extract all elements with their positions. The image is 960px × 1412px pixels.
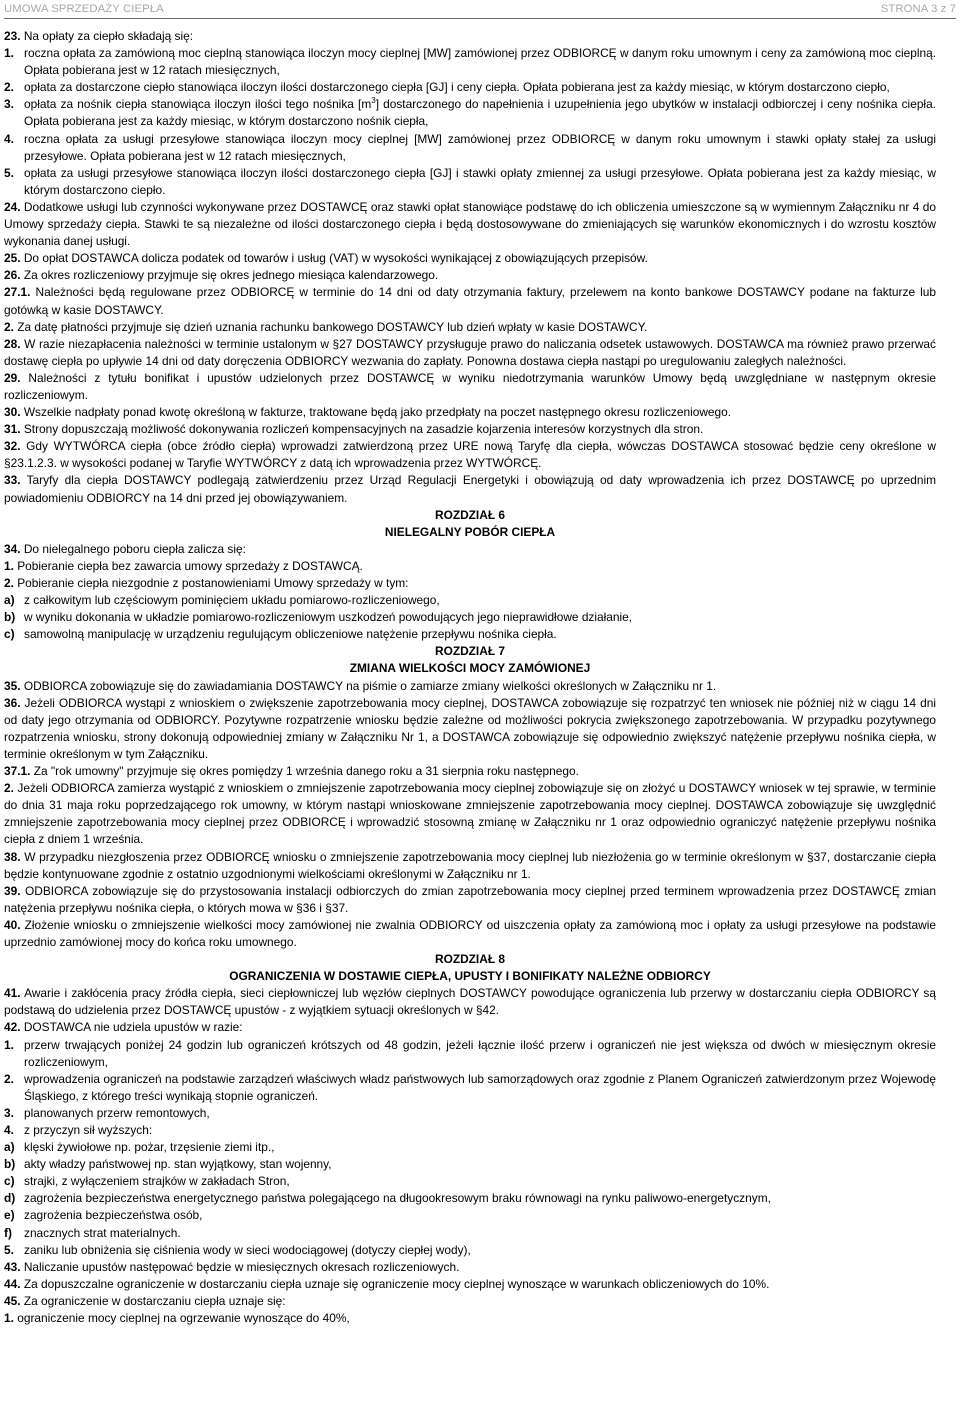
paragraph-28: 28. W razie niezapłacenia należności w terminie ustalonym w §27 DOSTAWCY przysługuje prawo do naliczania odsetek ustawowych. DOSTAWCA ma również prawo przerwać dostawę ciepła po upływie 14 dni od daty doręczenia ODBIORCY wezwania do zapłaty. Ponowna dostawa ciepła nastąpi po uregulowaniu zaległych należności.	[4, 336, 936, 368]
chapter-heading: ROZDZIAŁ 8	[434, 952, 506, 967]
list-item: 4. z przyczyn sił wyższych:	[4, 1123, 153, 1137]
paragraph-33: 33. Taryfy dla ciepła DOSTAWCY podlegają zatwierdzeniu przez Urząd Regulacji Energetyki i obowiązują od daty wprowadzenia ich przez DOSTAWCĘ po uprzednim powiadomieniu ODBIORCY na 14 dni przed jej obowiązywaniem.	[4, 473, 936, 505]
paragraph-30: 30. Wszelkie nadpłaty ponad kwotę określoną w fakturze, traktowane będą jako przedpłaty na poczet następnego okresu rozliczeniowego.	[4, 405, 732, 420]
paragraph-26: 26. Za okres rozliczeniowy przyjmuje się okres jednego miesiąca kalendarzowego.	[4, 268, 439, 283]
list-item: c) samowolną manipulację w urządzeniu regulującym obliczeniowe natężenie przepływu nośnika ciepła.	[4, 627, 557, 642]
list-item: 1. roczna opłata za zamówioną moc cieplną stanowiąca iloczyn mocy cieplnej [MW] zamówionej przez ODBIORCĘ w danym roku umownym i ceny za zamówioną moc cieplną. Opłata pobierana jest w 12 ratach miesięcznych,	[4, 46, 936, 78]
paragraph-25: 25. Do opłat DOSTAWCA dolicza podatek od towarów i usług (VAT) w wysokości wynikającej z obowiązujących przepisów.	[4, 251, 648, 266]
list-item: a) z całkowitym lub częściowym pominięciem układu pomiarowo-rozliczeniowego,	[4, 593, 440, 608]
chapter-heading: ROZDZIAŁ 6	[434, 507, 506, 522]
list-item: a) klęski żywiołowe np. pożar, trzęsienie ziemi itp.,	[4, 1140, 275, 1155]
paragraph-23: 23. Na opłaty za ciepło składają się:	[4, 29, 194, 43]
paragraph-41: 41. Awarie i zakłócenia pracy źródła ciepła, sieci ciepłowniczej lub węzłów cieplnych DOSTAWCY powodujące ograniczenia lub przerwy w dostarczaniu ciepła ODBIORCY są podstawą do udzielenia przez DOSTAWCĘ upustów - z wyjątkiem sytuacji określonych w §42.	[4, 986, 936, 1018]
paragraph-34-1: 1. Pobieranie ciepła bez zawarcia umowy sprzedaży z DOSTAWCĄ.	[4, 558, 363, 573]
paragraph-43: 43. Naliczanie upustów następować będzie w miesięcznych okresach rozliczeniowych.	[4, 1259, 460, 1274]
document-body	[4, 28, 936, 1327]
list-item: b) w wyniku dokonania w układzie pomiarowo-rozliczeniowym uszkodzeń powodujących jego nieprawidłowe działanie,	[4, 610, 633, 625]
list-item: 3. planowanych przerw remontowych,	[4, 1105, 210, 1120]
list-item: c) strajki, z wyłączeniem strajków w zakładach Stron,	[4, 1174, 290, 1189]
list-item: 1. przerw trwających poniżej 24 godzin lub ograniczeń krótszych od 48 godzin, jeżeli łącznie ilość przerw i ograniczeń nie jest większa od dwóch w miesięcznym okresie rozliczeniowym,	[4, 1037, 936, 1069]
paragraph-36: 36. Jeżeli ODBIORCA wystąpi z wnioskiem o zwiększenie zapotrzebowania mocy cieplnej, DOSTAWCA zobowiązuje się rozpatrzyć ten wniosek nie później niż w ciągu 14 dni od daty jego otrzymania od ODBIORCY. Pozytywne rozpatrzenie wniosku będzie zależne od możliwości pokrycia zwiększonego zapotrzebowania. W przypadku pozytywnego rozpatrzenia wniosku, strony dokonują odpowiedniej zmiany w Załączniku Nr 1, a DOSTAWCA zobowiązuje się odpowiednio zwiększyć natężenie przepływu nośnika ciepła, w terminie określonym w tym Załączniku.	[4, 695, 936, 761]
paragraph-38: 38. W przypadku niezgłoszenia przez ODBIORCĘ wniosku o zmniejszenie zapotrzebowania mocy cieplnej lub niezłożenia go w terminie określonym w §37, dostarczanie ciepła będzie kontynuowane zgodnie z ostatnio uzgodnionymi wielkościami określonymi w Załączniku nr 1.	[4, 849, 936, 881]
list-item: f) znacznych strat materialnych.	[4, 1225, 181, 1240]
list-item: 2. wprowadzenia ograniczeń na podstawie zarządzeń właściwych władz państwowych lub samorządowych oraz zgodnie z Planem Ograniczeń zatwierdzonym przez Wojewodę Śląskiego, z którego treści wynikają stopnie ograniczeń.	[4, 1071, 936, 1103]
chapter-title: OGRANICZENIA W DOSTAWIE CIEPŁA, UPUSTY I BONIFIKATY NALEŻNE ODBIORCY	[229, 969, 711, 984]
paragraph-27-1: 27.1. Należności będą regulowane przez ODBIORCĘ w terminie do 14 dni od daty otrzymania faktury, przelewem na konto bankowe DOSTAWCY podane na fakturze lub gotówką w kasie DOSTAWCY.	[4, 285, 936, 317]
page-number: STRONA 3 z 7	[880, 3, 956, 15]
paragraph-32: 32. Gdy WYTWÓRCA ciepła (obce źródło ciepła) wprowadzi zatwierdzoną przez URE nową Taryfę dla ciepła, wówczas DOSTAWCA stosować będzie ceny określone w §23.1.2.3. w wysokości podanej w Taryfie WYTWÓRCY z datą ich wprowadzenia przez WYTWÓRCĘ.	[4, 439, 936, 471]
paragraph-27-2: 2. Za datę płatności przyjmuje się dzień uznania rachunku bankowego DOSTAWCY lub dzień wpłaty w kasie DOSTAWCY.	[4, 319, 648, 334]
list-item: 5. opłata za usługi przesyłowe stanowiąca iloczyn ilości dostarczonego ciepła [GJ] i stawki opłaty zmiennej za usługi przesyłowe. Opłata pobierana jest za każdy miesiąc, w którym dostarczono ciepło.	[4, 165, 936, 197]
chapter-title: ZMIANA WIELKOŚCI MOCY ZAMÓWIONEJ	[349, 661, 591, 676]
paragraph-44: 44. Za dopuszczalne ograniczenie w dostarczaniu ciepła uznaje się ograniczenie mocy cieplnej wynoszące w warunkach obliczeniowych do 10%.	[4, 1276, 770, 1291]
list-item: e) zagrożenia bezpieczeństwa osób,	[4, 1208, 203, 1223]
paragraph-24: 24. Dodatkowe usługi lub czynności wykonywane przez DOSTAWCĘ oraz stawki opłat stanowiące podstawę do ich obliczenia umieszczone są w wymiennym Załączniku nr 4 do Umowy sprzedaży ciepła. Stawki te są niezależne od ilości dostarczonego ciepła i będą dostosowywane do zmieniających się warunków ekonomicznych i do wzrostu kosztów wykonania danej usługi.	[4, 199, 936, 249]
list-item: d) zagrożenia bezpieczeństwa energetycznego państwa polegającego na długookresowym braku równowagi na rynku paliwowo-energetycznym,	[4, 1191, 771, 1206]
paragraph-34: 34. Do nielegalnego poboru ciepła zalicza się:	[4, 541, 246, 556]
list-item: 2. opłata za dostarczone ciepło stanowiąca iloczyn ilości dostarczonego ciepła [GJ] i ceny ciepła. Opłata pobierana jest za każdy miesiąc, w którym dostarczono ciepło,	[4, 80, 890, 95]
paragraph-35: 35. ODBIORCA zobowiązuje się do zawiadamiania DOSTAWCY na piśmie o zamiarze zmiany wielkości określonych w Załączniku nr 1.	[4, 678, 717, 693]
chapter-title: NIELEGALNY POBÓR CIEPŁA	[384, 524, 556, 539]
header-divider	[4, 18, 956, 19]
page-header	[4, 1, 956, 17]
list-item: 5. zaniku lub obniżenia się ciśnienia wody w sieci wodociągowej (dotyczy ciepłej wody),	[4, 1242, 471, 1257]
document-title: UMOWA SPRZEDAŻY CIEPŁA	[4, 3, 164, 15]
paragraph-37-2: 2. Jeżeli ODBIORCA zamierza wystąpić z wnioskiem o zmniejszenie zapotrzebowania mocy cieplnej zobowiązuje się on złożyć u DOSTAWCY wniosek w tej sprawie, w terminie do dnia 31 maja roku poprzedzającego rok umowny, w którym nastąpi wnioskowane zmniejszenie zapotrzebowania mocy cieplnej. DOSTAWCA zobowiązuje się uwzględnić zmniejszenie zapotrzebowania mocy cieplnej przez ODBIORCĘ i wprowadzić stosowną zmianę w Załączniku nr 1 oraz odpowiednio ograniczyć natężenie przepływu nośnika ciepła z dniem 1 września.	[4, 781, 936, 847]
list-item: 3. opłata za nośnik ciepła stanowiąca iloczyn ilości tego nośnika $[m^3]$ dostarczonego do napełnienia i uzupełnienia jego ubytków w instalacji odbiorczej i ceny nośnika ciepła. Opłata pobierana jest za każdy miesiąc, w którym dostarczono nośnik ciepła,	[4, 96, 936, 129]
paragraph-29: 29. Należności z tytułu bonifikat i upustów udzielonych przez DOSTAWCĘ w wyniku niedotrzymania warunków Umowy będą uwzględniane w następnym okresie rozliczeniowym.	[4, 370, 936, 402]
list-item: 4. roczna opłata za usługi przesyłowe stanowiąca iloczyn mocy cieplnej [MW] zamówionej przez ODBIORCĘ w danym roku umownym i stawki opłaty stałej za usługi przesyłowe. Opłata pobierana jest w 12 ratach miesięcznych,	[4, 131, 936, 163]
list-item: b) akty władzy państwowej np. stan wyjątkowy, stan wojenny,	[4, 1157, 332, 1172]
paragraph-40: 40. Złożenie wniosku o zmniejszenie wielkości mocy zamówionej nie zwalnia ODBIORCY od uiszczenia opłaty za zamówioną moc i opłaty za usługi przesyłowe na podstawie uprzednio zamówionej mocy do końca roku umownego.	[4, 917, 936, 949]
paragraph-45-1: 1. ograniczenie mocy cieplnej na ogrzewanie wynoszące do 40%,	[4, 1311, 350, 1326]
paragraph-42: 42. DOSTAWCA nie udziela upustów w razie:	[4, 1020, 243, 1035]
chapter-heading: ROZDZIAŁ 7	[434, 644, 506, 659]
paragraph-34-2: 2. Pobieranie ciepła niezgodnie z postanowieniami Umowy sprzedaży w tym:	[4, 576, 409, 590]
paragraph-45: 45. Za ograniczenie w dostarczaniu ciepła uznaje się:	[4, 1293, 286, 1308]
paragraph-37-1: 37.1. Za "rok umowny" przyjmuje się okres pomiędzy 1 września danego roku a 31 sierpnia roku następnego.	[4, 764, 579, 779]
paragraph-39: 39. ODBIORCA zobowiązuje się do przystosowania instalacji odbiorczych do zmian zapotrzebowania mocy cieplnej przed terminem wprowadzenia przez DOSTAWCĘ zmian natężenia przepływu nośnika ciepła, o których mowa w §36 i §37.	[4, 883, 936, 915]
paragraph-31: 31. Strony dopuszczają możliwość dokonywania rozliczeń kompensacyjnych na zasadzie kojarzenia interesów korzystnych dla stron.	[4, 422, 704, 437]
